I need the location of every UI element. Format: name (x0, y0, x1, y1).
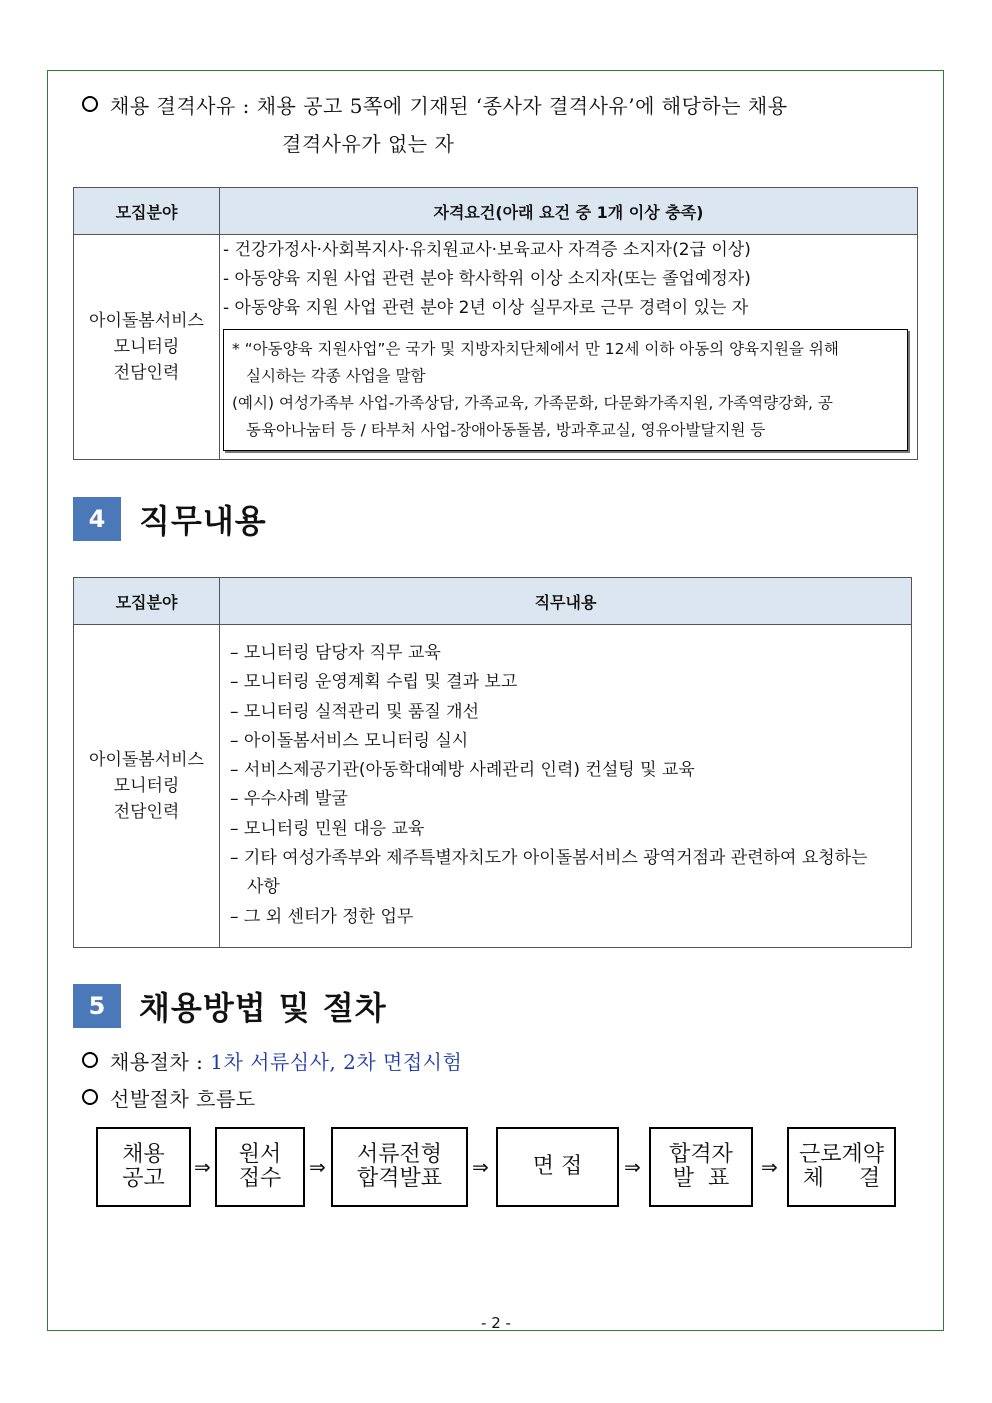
duty-item: – 모니터링 민원 대응 교육 (230, 818, 425, 839)
disqualification-line-1: 채용 결격사유 : 채용 공고 5쪽에 기재된 ‘종사자 결격사유’에 해당하는 채용 (82, 90, 788, 119)
requirements-cell (220, 235, 918, 460)
header-field: 모집분야 (74, 188, 220, 235)
requirement-item: - 건강가정사·사회복지사·유치원교사·보육교사 자격증 소지자(2급 이상) (223, 240, 751, 260)
flow-arrow-icon: ⇒ (624, 1155, 641, 1179)
page-number: - 2 - (481, 1314, 511, 1332)
flow-arrow-icon: ⇒ (194, 1155, 211, 1179)
flow-arrow-icon: ⇒ (472, 1155, 489, 1179)
procedure-value: 1차 서류심사, 2차 면접시험 (210, 1050, 463, 1074)
section-4-heading (73, 496, 267, 542)
category-cell: 아이돌봄서비스 모니터링 전담인력 (74, 625, 220, 948)
requirement-item: - 아동양육 지원 사업 관련 분야 2년 이상 실무자로 근무 경력이 있는 자 (223, 298, 749, 318)
procedure-line: 채용절차 : 1차 서류심사, 2차 면접시험 (82, 1046, 462, 1075)
duty-item: – 우수사례 발굴 (230, 789, 348, 810)
flow-step-contract: 근로계약 체 결 (787, 1127, 896, 1207)
flow-label-line: 선발절차 흐름도 (82, 1083, 256, 1112)
duty-item: – 모니터링 실적관리 및 품질 개선 (230, 701, 480, 722)
duty-item: – 서비스제공기관(아동학대예방 사례관리 인력) 컨설팅 및 교육 (230, 760, 695, 781)
header-requirements: 자격요건(아래 요건 중 1개 이상 충족) (220, 188, 918, 235)
qualification-table (73, 187, 918, 460)
circle-bullet-icon (82, 1089, 98, 1105)
section-5-heading (73, 983, 387, 1029)
flow-step-document-screening: 서류전형 합격발표 (331, 1127, 468, 1207)
category-cell: 아이돌봄서비스 모니터링 전담인력 (74, 235, 220, 460)
note-box: * “아동양육 지원사업”은 국가 및 지방자치단체에서 만 12세 이하 아동의 양육지원을 위해 실시하는 각종 사업을 말함 (예시) 여성가족부 사업-가족상담, 가족교육, 가족문화, 다문화가족지원, 가족역량강화, 공 동육아나눔터 등 / 타부처 사업-장애아동돌봄, 방과후교실, 영유아발달지원 등 (223, 329, 908, 451)
duty-item: – 기타 여성가족부와 제주특별자치도가 아이돌봄서비스 광역거점과 관련하여 요청하는 사항 (230, 848, 868, 898)
flow-step-interview: 면 접 (496, 1127, 619, 1207)
flow-arrow-icon: ⇒ (309, 1155, 326, 1179)
section-number: 4 (73, 497, 121, 541)
duty-item: – 모니터링 담당자 직무 교육 (230, 643, 441, 663)
duty-item: – 모니터링 운영계획 수립 및 결과 보고 (230, 672, 518, 693)
flow-step-final-announcement: 합격자 발 표 (649, 1127, 753, 1207)
circle-bullet-icon (82, 1052, 98, 1068)
section-title: 직무내용 (139, 502, 267, 540)
section-number: 5 (73, 984, 121, 1028)
flow-step-application: 원서 접수 (215, 1127, 305, 1207)
flow-step-recruitment-notice: 채용 공고 (96, 1127, 191, 1207)
duty-table (73, 577, 912, 948)
section-title: 채용방법 및 절차 (139, 989, 387, 1027)
header-duty: 직무내용 (220, 578, 912, 625)
duty-item: – 그 외 센터가 정한 업무 (230, 906, 414, 927)
requirement-item: - 아동양육 지원 사업 관련 분야 학사학위 이상 소지자(또는 졸업예정자) (223, 269, 751, 289)
circle-bullet-icon (82, 96, 98, 112)
disqualification-line-2: 결격사유가 없는 자 (282, 132, 455, 156)
duty-item: – 아이돌봄서비스 모니터링 실시 (230, 730, 469, 751)
flow-arrow-icon: ⇒ (761, 1155, 778, 1179)
header-field: 모집분야 (74, 578, 220, 625)
duties-cell (220, 625, 912, 948)
